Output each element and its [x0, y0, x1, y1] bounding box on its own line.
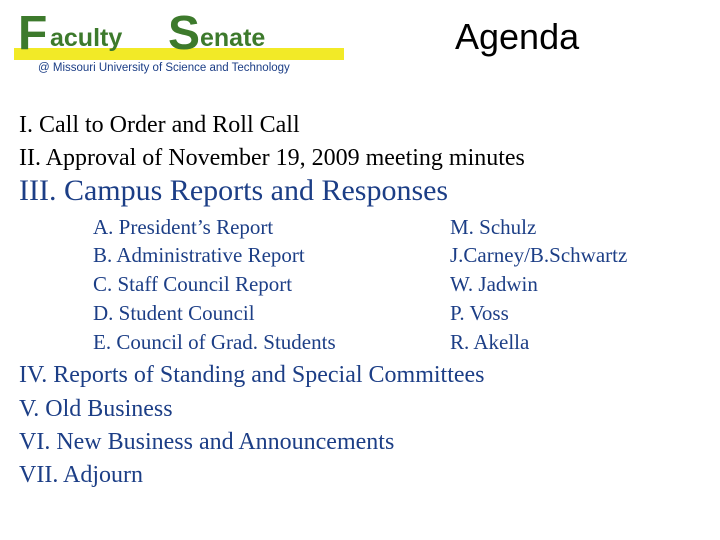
report-b-title: B. Administrative Report [93, 243, 305, 267]
report-b-presenter: J.Carney/B.Schwartz [450, 243, 628, 267]
logo-letter-f: F [18, 7, 48, 60]
report-a-title: A. President’s Report [93, 215, 274, 239]
agenda-item-7: VII. Adjourn [19, 462, 143, 488]
logo-letter-s: S [168, 7, 201, 60]
report-d-presenter: P. Voss [450, 301, 509, 325]
report-d-title: D. Student Council [93, 301, 255, 325]
agenda-item-3: III. Campus Reports and Responses [19, 174, 449, 207]
agenda-item-1: I. Call to Order and Roll Call [19, 112, 300, 138]
agenda-item-6: VI. New Business and Announcements [19, 429, 395, 455]
report-a-presenter: M. Schulz [450, 215, 537, 239]
logo-word-enate: enate [200, 24, 266, 52]
agenda-item-4: IV. Reports of Standing and Special Committees [19, 362, 485, 388]
agenda-item-5: V. Old Business [19, 396, 173, 422]
report-c-title: C. Staff Council Report [93, 272, 293, 296]
agenda-item-2: II. Approval of November 19, 2009 meeting minutes [19, 145, 525, 171]
report-c-presenter: W. Jadwin [450, 272, 538, 296]
report-e-presenter: R. Akella [450, 330, 530, 354]
logo-subtitle: @ Missouri University of Science and Technology [38, 62, 290, 74]
faculty-senate-logo [10, 8, 340, 78]
report-e-title: E. Council of Grad. Students [93, 330, 336, 354]
logo-word-aculty: aculty [50, 24, 123, 52]
page-title: Agenda [455, 16, 580, 57]
